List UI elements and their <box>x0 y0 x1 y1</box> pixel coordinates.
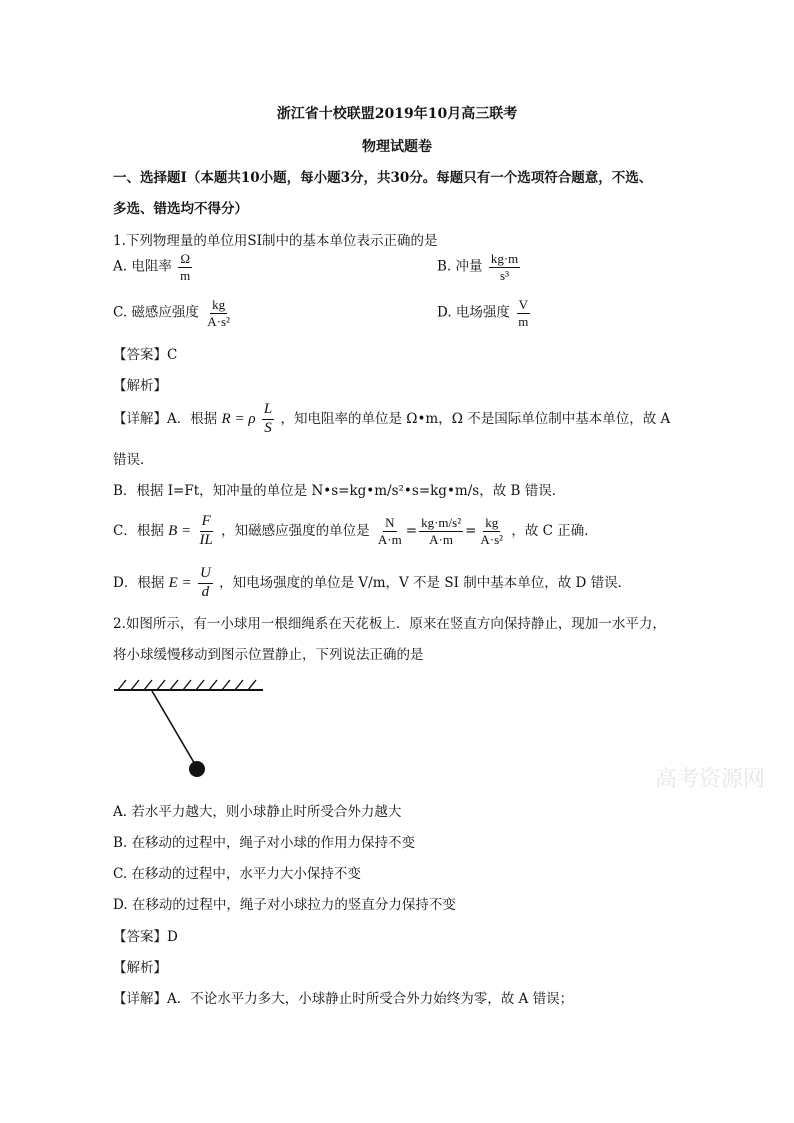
ceiling-hatch <box>118 680 256 690</box>
q2-analysis: 【解析】 <box>113 960 167 976</box>
q1-detail-b: B．根据 I=Ft，知冲量的单位是 N•s=kg•m/s²•s=kg•m/s，故 B 错误． <box>113 483 566 499</box>
q2-option-d: D. 在移动的过程中，绳子对小球拉力的竖直分力保持不变 <box>113 897 456 913</box>
q2-stem-line1: 2.如图所示，有一小球用一根细绳系在天花板上．原来在竖直方向保持静止，现加一水平力， <box>113 616 666 632</box>
q1-detail-a-fraction: $\frac{L}{S}$ <box>263 401 273 436</box>
q1-option-a <box>113 252 194 282</box>
q1-detail-a: 【详解】A．根据 R = ρ $\frac{L}{S}$ ，知电阻率的单位是 Ω•m，Ω 不是国际单位制中基本单位，故 A <box>113 401 671 436</box>
q1-option-c-fraction: $\frac{kg}{\text{A·s²}}$ <box>207 297 230 329</box>
q2-option-c: C. 在移动的过程中，水平力大小保持不变 <box>113 866 361 882</box>
q1-stem: 1.下列物理量的单位用SI制中的基本单位表示正确的是 <box>113 233 438 249</box>
q1-option-b <box>437 252 522 282</box>
section-heading-line2: 多选、错选均不得分） <box>113 201 248 217</box>
section-heading-line1: 一、选择题Ⅰ（本题共10小题，每小题3分，共30分。每题只有一个选项符合题意，不选、 <box>113 170 653 186</box>
q1-option-b-fraction: $\frac{kg\cdot m}{\text{s³}}$ <box>490 251 519 283</box>
q1-option-d-fraction: $\frac{V}{m}$ <box>518 297 529 329</box>
watermark: 高考资源网 <box>655 767 766 792</box>
ball <box>189 761 205 777</box>
q2-detail: 【详解】A．不论水平力多大，小球静止时所受合外力始终为零，故 A 错误； <box>113 991 574 1007</box>
string-line <box>152 691 196 766</box>
q1-detail-c-fraction: $\frac{F}{IL}$ <box>199 513 213 548</box>
q1-option-d <box>437 298 532 328</box>
q1-option-a-fraction: $\frac{\Omega}{m}$ <box>180 251 191 283</box>
q1-option-c-label: C. 磁感应强度 <box>113 304 199 321</box>
q1-detail-a-cont: 错误． <box>113 452 154 468</box>
q1-option-a-label: A. 电阻率 <box>113 258 172 275</box>
q2-stem-line2: 将小球缓慢移动到图示位置静止，下列说法正确的是 <box>113 647 424 663</box>
exam-subtitle: 物理试题卷 <box>362 139 432 155</box>
q2-option-b: B. 在移动的过程中，绳子对小球的作用力保持不变 <box>113 835 416 851</box>
q1-option-b-label: B. 冲量 <box>437 258 483 275</box>
q1-detail-c: C．根据 B = $\frac{F}{IL}$ ，知磁感应强度的单位是 $\frac{N}{A\cdot m}$ = $\frac{\text{kg·m/s²}}{A\cdot m}$ = $\frac{kg}{\text{A·s²}}$ ，故 C 正确． <box>113 513 598 548</box>
q1-analysis: 【解析】 <box>113 378 167 394</box>
q2-option-a: A. 若水平力越大，则小球静止时所受合外力越大 <box>113 804 402 820</box>
q1-option-d-label: D. 电场强度 <box>437 304 510 321</box>
q1-detail-d: D．根据 E = $\frac{U}{d}$ ，知电场强度的单位是 V/m，V 不是 SI 制中基本单位，故 D 错误． <box>113 565 632 600</box>
pendulum-figure <box>108 676 273 782</box>
exam-title: 浙江省十校联盟2019年10月高三联考 <box>276 106 518 122</box>
q1-option-c <box>113 298 234 328</box>
q1-answer: 【答案】C <box>113 347 178 363</box>
q1-detail-d-fraction: $\frac{U}{d}$ <box>199 565 211 600</box>
q2-answer: 【答案】D <box>113 929 178 945</box>
